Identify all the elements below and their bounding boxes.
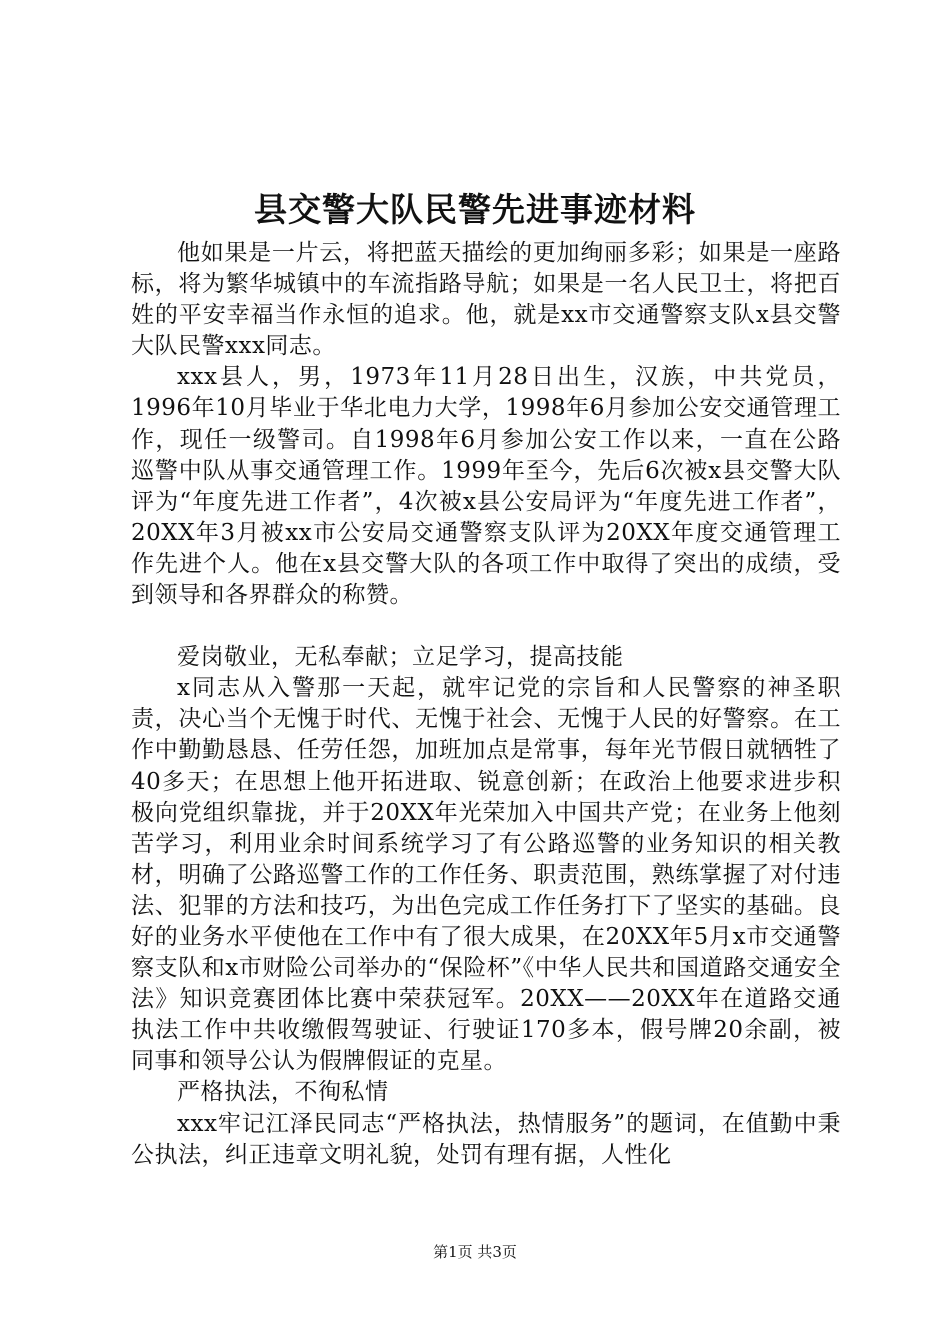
paragraph-law-enforcement: xxx牢记江泽民同志“严格执法，热情服务”的题词，在值勤中秉公执法，纠正违章文明礼貌，处罚有理有据，人性化 bbox=[131, 1110, 841, 1168]
paragraph-profile: xxx县人，男，1973年11月28日出生，汉族，中共党员，1996年10月毕业于华北电力大学，1998年6月参加公安交通管理工作，现任一级警司。自1998年6月参加公安工作以来，一直在公路巡警中队从事交通管理工作。1999年至今，先后6次被x县交警大队评为“年度先进工作者”，4次被x县公安局评为“年度先进工作者”，20XX年3月被xx市公安局交通警察支队评为20XX年度交通管理工作先进个人。他在x县交警大队的各项工作中取得了突出的成绩，受到领导和各界群众的称赞。 bbox=[131, 364, 841, 609]
section-heading-law-enforcement: 严格执法，不徇私情 bbox=[177, 1079, 389, 1106]
paragraph-dedication: x同志从入警那一天起，就牢记党的宗旨和人民警察的神圣职责，决心当个无愧于时代、无愧于社会、无愧于人民的好警察。在工作中勤勤恳恳、任劳任怨，加班加点是常事，每年光节假日就牺牲了40多天；在思想上他开拓进取、锐意创新；在政治上他要求进步积极向党组织靠拢，并于20XX年光荣加入中国共产党；在业务上他刻苦学习，利用业余时间系统学习了有公路巡警的业务知识的相关教材，明确了公路巡警工作的工作任务、职责范围，熟练掌握了对付违法、犯罪的方法和技巧，为出色完成工作任务打下了坚实的基础。良好的业务水平使他在工作中有了很大成果，在20XX年5月x市交通警察支队和x市财险公司举办的“保险杯”《中华人民共和国道路交通安全法》知识竞赛团体比赛中荣获冠军。20XX——20XX年在道路交通执法工作中共收缴假驾驶证、行驶证170多本，假号牌20余副，被同事和领导公认为假牌假证的克星。 bbox=[131, 675, 841, 1075]
document-title: 县交警大队民警先进事迹材料 bbox=[254, 190, 696, 229]
paragraph-intro: 他如果是一片云，将把蓝天描绘的更加绚丽多彩；如果是一座路标，将为繁华城镇中的车流指路导航；如果是一名人民卫士，将把百姓的平安幸福当作永恒的追求。他，就是xx市交通警察支队x县交警大队民警xxx同志。 bbox=[131, 240, 841, 360]
blank-line bbox=[131, 611, 841, 642]
page-number: 第1页 共3页 bbox=[433, 1243, 517, 1261]
document-body bbox=[131, 238, 841, 1171]
section-heading-dedication: 爱岗敬业，无私奉献；立足学习，提高技能 bbox=[177, 644, 624, 671]
